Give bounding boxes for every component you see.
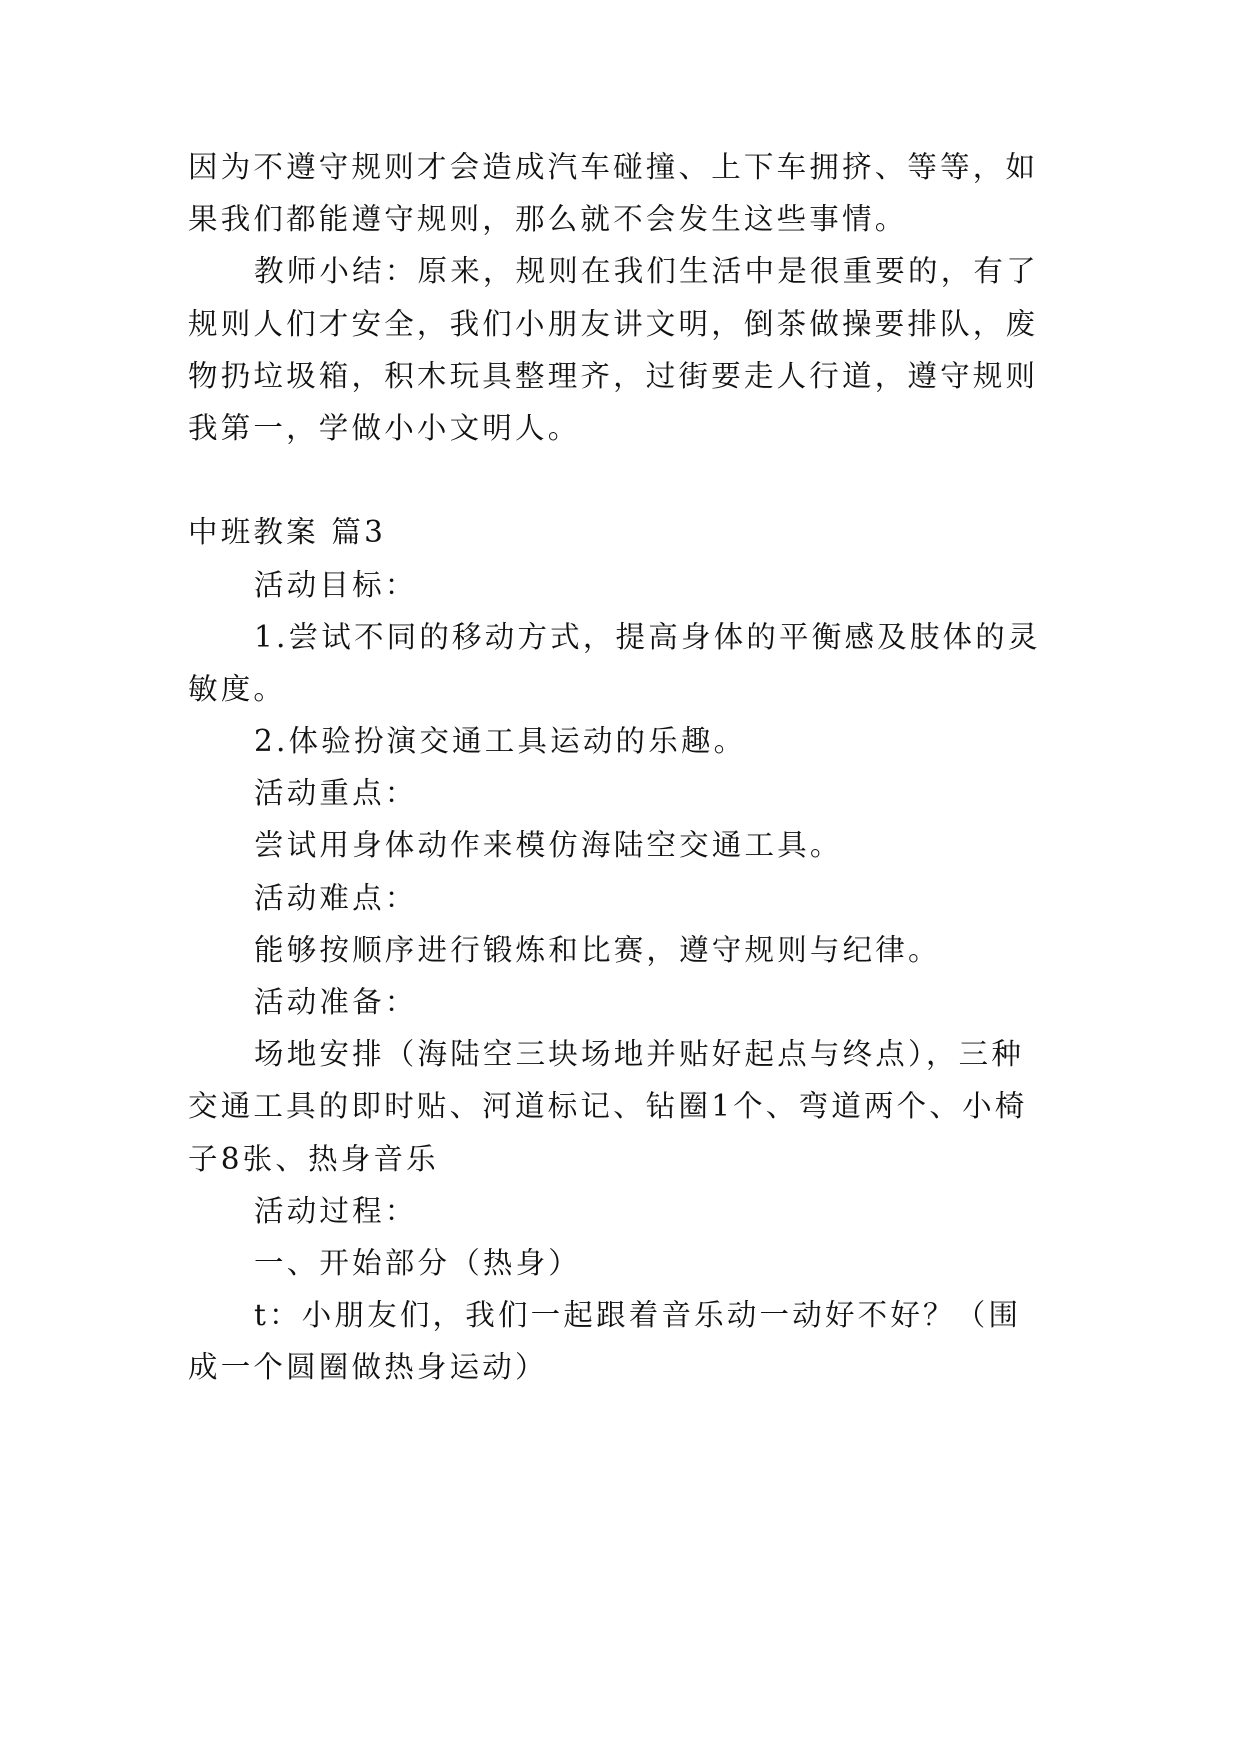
difficulty-text: 能够按顺序进行锻炼和比赛，遵守规则与纪律。	[254, 933, 941, 967]
dialog-line: 成一个圆圈做热身运动）	[188, 1350, 548, 1384]
paragraph-line: 规则人们才安全，我们小朋友讲文明，倒茶做操要排队，废	[188, 307, 1039, 341]
paragraph-line: 果我们都能遵守规则，那么就不会发生这些事情。	[188, 202, 908, 236]
goal-item: 2.体验扮演交通工具运动的乐趣。	[254, 724, 747, 758]
paragraph-line: 我第一，学做小小文明人。	[188, 411, 581, 445]
part-heading: 一、开始部分（热身）	[254, 1246, 582, 1280]
paragraph-line: 物扔垃圾箱，积木玩具整理齐，过街要走人行道，遵守规则	[188, 359, 1039, 393]
dialog-line: t：小朋友们，我们一起跟着音乐动一动好不好？（围	[254, 1298, 1022, 1332]
prep-line: 场地安排（海陆空三块场地并贴好起点与终点），三种	[254, 1037, 1025, 1071]
section-title: 中班教案 篇3	[188, 515, 387, 549]
prep-line: 子8张、热身音乐	[188, 1142, 439, 1176]
goal-item: 敏度。	[188, 672, 287, 706]
paragraph-line: 教师小结：原来，规则在我们生活中是很重要的，有了	[254, 254, 1039, 288]
process-heading: 活动过程：	[254, 1194, 418, 1228]
key-text: 尝试用身体动作来模仿海陆空交通工具。	[254, 828, 843, 862]
paragraph-line: 因为不遵守规则才会造成汽车碰撞、上下车拥挤、等等，如	[188, 150, 1039, 184]
goal-heading: 活动目标：	[254, 568, 418, 602]
goal-item: 1.尝试不同的移动方式，提高身体的平衡感及肢体的灵	[254, 620, 1041, 654]
difficulty-heading: 活动难点：	[254, 881, 418, 915]
prep-heading: 活动准备：	[254, 985, 418, 1019]
key-heading: 活动重点：	[254, 776, 418, 810]
prep-line: 交通工具的即时贴、河道标记、钻圈1个、弯道两个、小椅	[188, 1089, 1028, 1123]
